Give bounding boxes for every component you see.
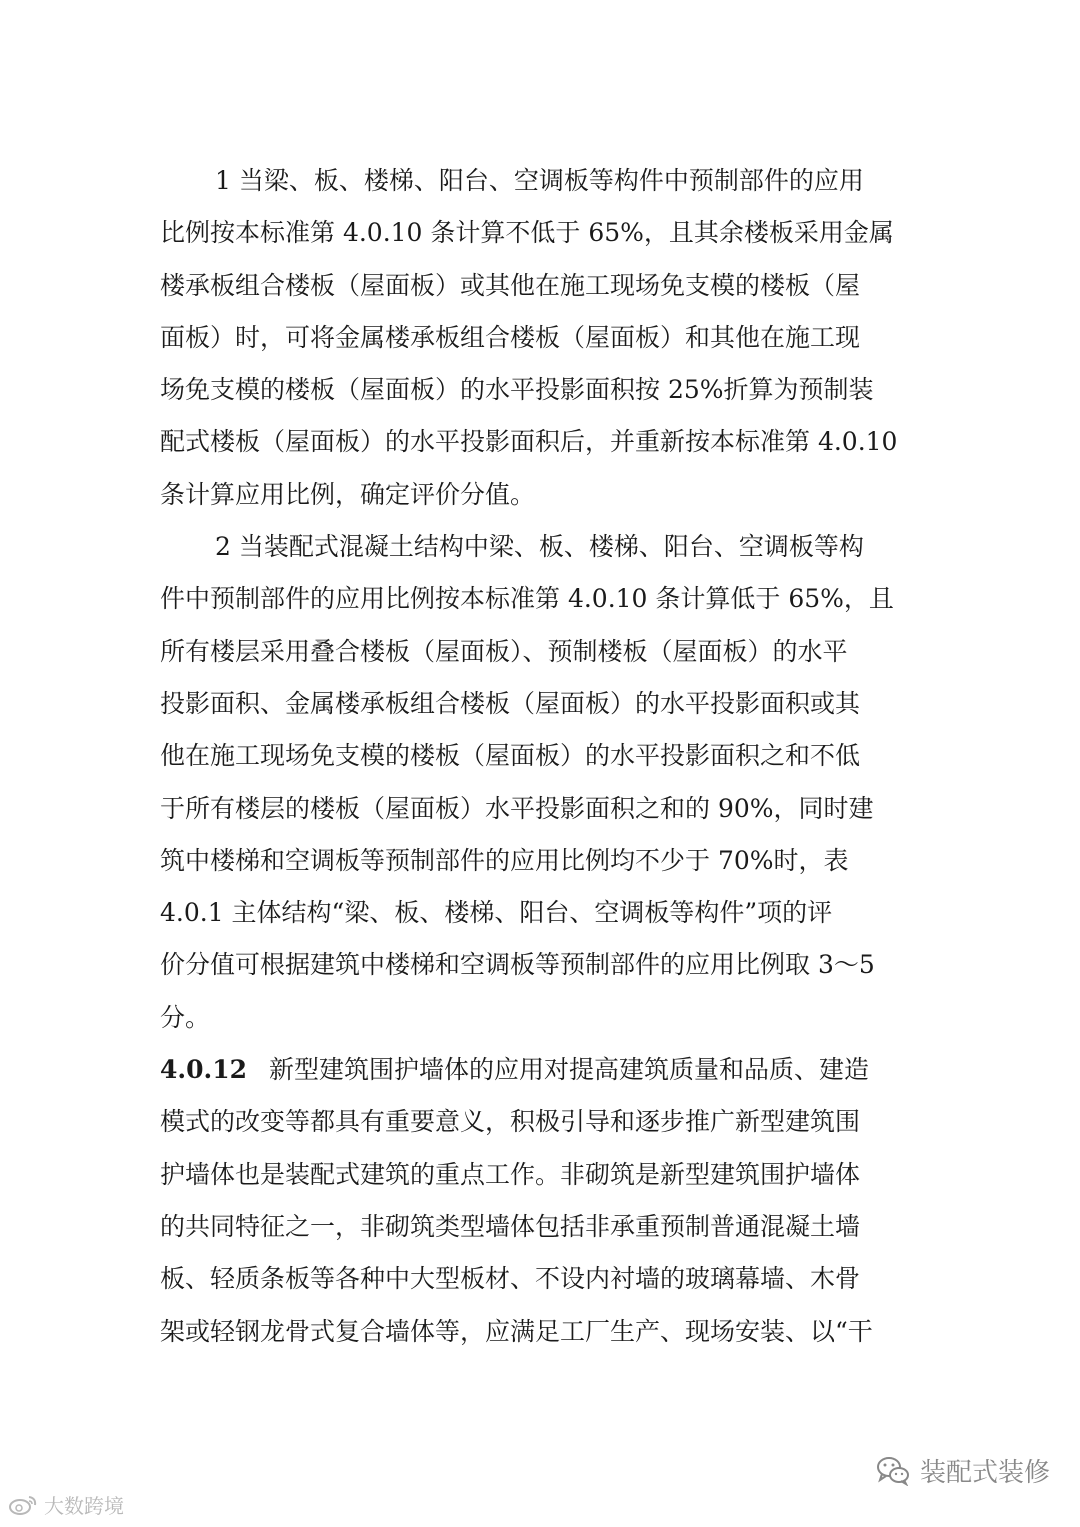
clause-text: 新型建筑围护墙体的应用对提高建筑质量和品质、建造 xyxy=(269,1055,870,1085)
text-line: 件中预制部件的应用比例按本标准第 4.0.10 条计算低于 65%，且 xyxy=(160,584,894,614)
text-line: 配式楼板（屋面板）的水平投影面积后，并重新按本标准第 4.0.10 xyxy=(160,427,898,457)
watermark-right xyxy=(876,1452,1050,1489)
text-line: 4.0.1 主体结构“梁、板、楼梯、阳台、空调板等构件”项的评 xyxy=(160,898,833,928)
text-line: 投影面积、金属楼承板组合楼板（屋面板）的水平投影面积或其 xyxy=(160,688,861,718)
text-line: 场免支模的楼板（屋面板）的水平投影面积按 25%折算为预制装 xyxy=(160,375,874,405)
wechat-icon xyxy=(876,1456,910,1486)
text-line: 筑中楼梯和空调板等预制部件的应用比例均不少于 70%时，表 xyxy=(160,845,849,875)
text-line: 分。 xyxy=(160,1002,211,1032)
clause-4-0-12 xyxy=(160,1044,920,1358)
text-line: 比例按本标准第 4.0.10 条计算不低于 65%，且其余楼板采用金属 xyxy=(160,218,894,248)
text-line: 面板）时，可将金属楼承板组合楼板（屋面板）和其他在施工现 xyxy=(160,322,861,352)
document-body xyxy=(160,155,920,1358)
text-line: 所有楼层采用叠合楼板（屋面板）、预制楼板（屋面板）的水平 xyxy=(160,636,848,666)
text-line: 条计算应用比例，确定评价分值。 xyxy=(160,479,536,509)
clause-number: 4.0.12 xyxy=(160,1055,247,1085)
item-2-paragraph xyxy=(160,521,920,1044)
text-line: 于所有楼层的楼板（屋面板）水平投影面积之和的 90%，同时建 xyxy=(160,793,874,823)
watermark-left-text: 大数跨境 xyxy=(44,1494,124,1518)
item-1-paragraph xyxy=(160,155,920,521)
text-line: 他在施工现场免支模的楼板（屋面板）的水平投影面积之和不低 xyxy=(160,741,861,771)
text-line: 护墙体也是装配式建筑的重点工作。非砌筑是新型建筑围护墙体 xyxy=(160,1159,861,1189)
text-line: 价分值可根据建筑中楼梯和空调板等预制部件的应用比例取 3～5 xyxy=(160,950,875,980)
watermark-left xyxy=(8,1490,124,1519)
text-line: 架或轻钢龙骨式复合墙体等，应满足工厂生产、现场安装、以“干 xyxy=(160,1316,873,1346)
text-line: 模式的改变等都具有重要意义，积极引导和逐步推广新型建筑围 xyxy=(160,1107,861,1137)
text-line: 2 当装配式混凝土结构中梁、板、楼梯、阳台、空调板等构 xyxy=(215,532,864,562)
text-line: 的共同特征之一，非砌筑类型墙体包括非承重预制普通混凝土墙 xyxy=(160,1211,861,1241)
text-line: 楼承板组合楼板（屋面板）或其他在施工现场免支模的楼板（屋 xyxy=(160,270,861,300)
weibo-icon xyxy=(8,1494,38,1516)
watermark-right-text: 装配式装修 xyxy=(919,1458,1050,1488)
text-line: 板、轻质条板等各种中大型板材、不设内衬墙的玻璃幕墙、木骨 xyxy=(160,1264,861,1294)
clause-first-line xyxy=(160,1044,920,1096)
text-line: 1 当梁、板、楼梯、阳台、空调板等构件中预制部件的应用 xyxy=(215,166,864,195)
